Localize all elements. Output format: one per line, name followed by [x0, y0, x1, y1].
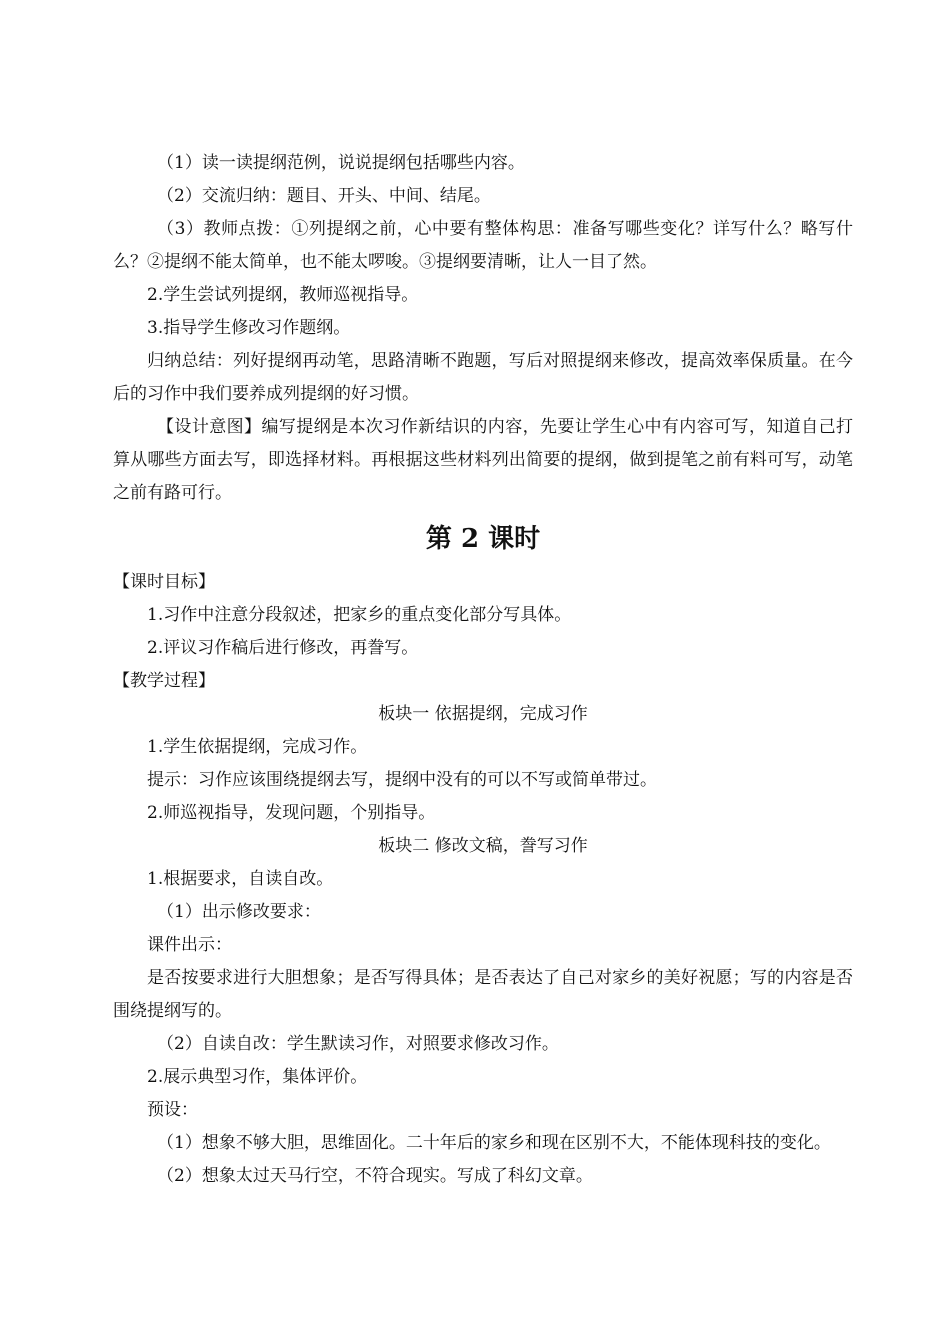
document-body [113, 147, 853, 1193]
block-one-title: 板块一 依据提纲，完成习作 [378, 704, 588, 724]
paragraph: （1）出示修改要求： [157, 902, 321, 922]
block-two-title: 板块二 修改文稿，誊写习作 [378, 836, 588, 856]
paragraph: （3）教师点拨：①列提纲之前，心中要有整体构思：准备写哪些变化？详写什么？略写什么？②提纲不能太简单，也不能太啰唆。③提纲要清晰，让人一目了然。 [113, 219, 853, 272]
paragraph: （1）读一读提纲范例，说说提纲包括哪些内容。 [157, 153, 525, 173]
paragraph: 归纳总结：列好提纲再动笔，思路清晰不跑题，写后对照提纲来修改，提高效率保质量。在今后的习作中我们要养成列提纲的好习惯。 [113, 351, 853, 404]
paragraph: （2）想象太过天马行空，不符合现实。写成了科幻文章。 [157, 1166, 593, 1186]
paragraph: 1.根据要求，自读自改。 [147, 869, 334, 889]
paragraph: 预设： [147, 1100, 198, 1120]
design-intent-paragraph: 【设计意图】编写提纲是本次习作新结识的内容，先要让学生心中有内容可写，知道自己打算从哪些方面去写，即选择材料。再根据这些材料列出简要的提纲，做到提笔之前有料可写，动笔之前有路可行。 [113, 417, 853, 503]
paragraph: 2.师巡视指导，发现问题，个别指导。 [147, 803, 436, 823]
paragraph: 是否按要求进行大胆想象；是否写得具体；是否表达了自己对家乡的美好祝愿；写的内容是否围绕提纲写的。 [113, 968, 853, 1021]
goal-item: 2.评议习作稿后进行修改，再誊写。 [147, 638, 419, 658]
paragraph: 2.学生尝试列提纲，教师巡视指导。 [147, 285, 419, 305]
lesson-title: 第 2 课时 [425, 524, 541, 554]
paragraph: （2）自读自改：学生默读习作，对照要求修改习作。 [157, 1034, 559, 1054]
paragraph: （1）想象不够大胆，思维固化。二十年后的家乡和现在区别不大，不能体现科技的变化。 [157, 1133, 831, 1153]
section-heading-process: 【教学过程】 [113, 671, 215, 691]
goal-item: 1.习作中注意分段叙述，把家乡的重点变化部分写具体。 [147, 605, 572, 625]
section-heading-goals: 【课时目标】 [113, 572, 215, 592]
paragraph: 2.展示典型习作，集体评价。 [147, 1067, 368, 1087]
paragraph: （2）交流归纳：题目、开头、中间、结尾。 [157, 186, 491, 206]
paragraph: 1.学生依据提纲，完成习作。 [147, 737, 368, 757]
paragraph: 课件出示： [147, 935, 232, 955]
paragraph: 3.指导学生修改习作题纲。 [147, 318, 351, 338]
paragraph: 提示：习作应该围绕提纲去写，提纲中没有的可以不写或简单带过。 [147, 770, 657, 790]
